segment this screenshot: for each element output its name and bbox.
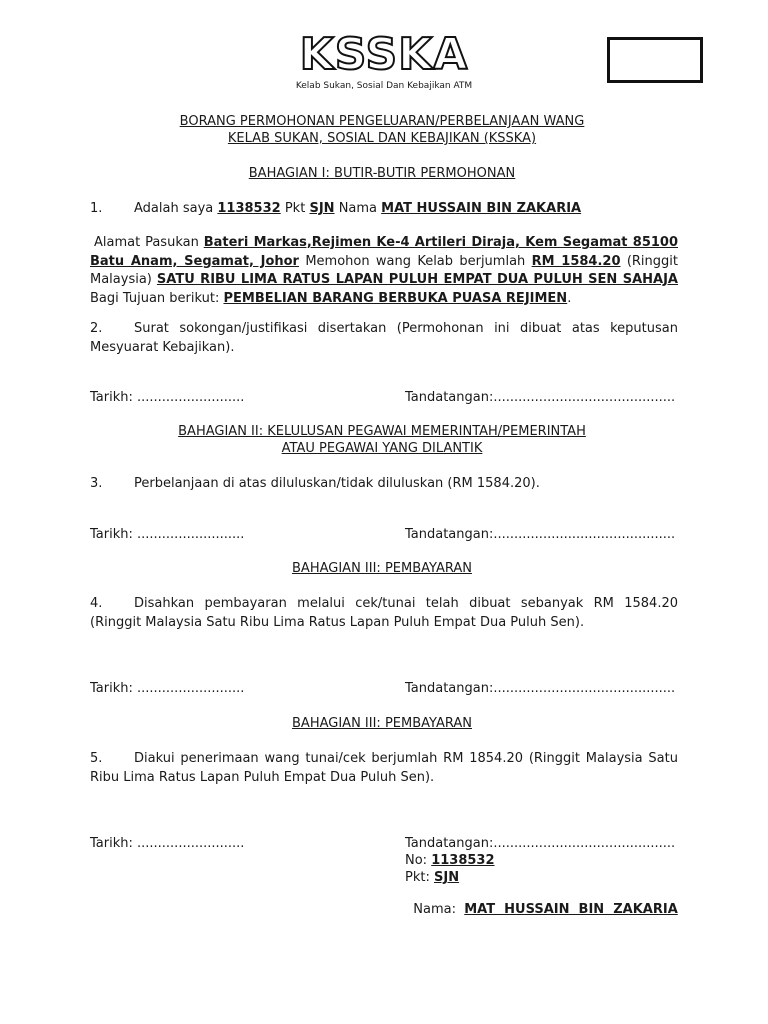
applicant-name: MAT HUSSAIN BIN ZAKARIA xyxy=(381,201,582,216)
request-amount: RM 1584.20 xyxy=(531,253,621,269)
item2-paragraph xyxy=(90,320,678,357)
signer-no-line xyxy=(405,853,495,868)
currency-note: (Ringgit Malaysia) xyxy=(90,253,678,287)
nama-label: Nama xyxy=(338,201,378,216)
item2-number: 2. xyxy=(90,321,103,336)
unit-address: Bateri Markas,Rejimen Ke-4 Artileri Diraja, Kem Segamat 85100 Batu Anam, Segamat, Johor xyxy=(90,235,678,269)
section3-heading: BAHAGIAN III: PEMBAYARAN xyxy=(292,561,472,576)
tarikh-3: Tarikh: .......................... xyxy=(90,681,245,696)
signer-name-label: Nama: xyxy=(413,902,456,917)
item2-text: Surat sokongan/justifikasi disertakan (Permohonan ini dibuat atas keputusan Mesyuarat Kebajikan). xyxy=(90,321,678,355)
signer-no: 1138532 xyxy=(431,853,495,868)
tandatangan-3: Tandatangan:............................................ xyxy=(405,681,676,696)
item5-text: Diakui penerimaan wang tunai/cek berjumlah RM 1854.20 (Ringgit Malaysia Satu Ribu Lima Ratus Lapan Puluh Empat Dua Puluh Sen). xyxy=(90,751,678,785)
item5-number: 5. xyxy=(90,751,103,766)
purpose-value: PEMBELIAN BARANG BERBUKA PUASA REJIMEN xyxy=(223,290,568,306)
item1-number: 1. xyxy=(90,201,103,216)
form-title-line2: KELAB SUKAN, SOSIAL DAN KEBAJIKAN (KSSKA) xyxy=(227,131,537,146)
applicant-no: 1138532 xyxy=(217,201,281,216)
item3-text: Perbelanjaan di atas diluluskan/tidak diluluskan (RM 1584.20). xyxy=(134,476,540,491)
tandatangan-4: Tandatangan:............................................ xyxy=(405,836,676,851)
applicant-pkt: SJN xyxy=(309,201,335,216)
tarikh-4: Tarikh: .......................... xyxy=(90,836,245,851)
section2-heading-line1: BAHAGIAN II: KELULUSAN PEGAWAI MEMERINTAH/PEMERINTAH xyxy=(178,424,586,439)
tarikh-1: Tarikh: .......................... xyxy=(90,390,245,405)
tarikh-2: Tarikh: .......................... xyxy=(90,527,245,542)
item3-paragraph xyxy=(90,475,678,494)
logo-subtitle: Kelab Sukan, Sosial Dan Kebajikan ATM xyxy=(295,81,473,91)
tandatangan-1: Tandatangan:............................................ xyxy=(405,390,676,405)
ksska-logo: KSSKA xyxy=(299,29,469,80)
section4-heading: BAHAGIAN III: PEMBAYARAN xyxy=(292,716,472,731)
item4-number: 4. xyxy=(90,596,103,611)
purpose-label: Bagi Tujuan berikut: xyxy=(90,290,220,306)
section1-heading: BAHAGIAN I: BUTIR-BUTIR PERMOHONAN xyxy=(248,166,516,181)
signer-pkt-label: Pkt: xyxy=(405,870,430,885)
item4-text: Disahkan pembayaran melalui cek/tunai telah dibuat sebanyak RM 1584.20 (Ringgit Malaysia Satu Ribu Lima Ratus Lapan Puluh Empat Dua Puluh Sen). xyxy=(90,596,678,630)
request-text: Memohon wang Kelab berjumlah xyxy=(305,253,526,269)
pkt-label: Pkt xyxy=(284,201,306,216)
amount-in-words: SATU RIBU LIMA RATUS LAPAN PULUH EMPAT DUA PULUH SEN SAHAJA xyxy=(156,272,678,287)
form-title-line1: BORANG PERMOHONAN PENGELUARAN/PERBELANJAAN WANG xyxy=(179,114,585,129)
signer-name: MAT HUSSAIN BIN ZAKARIA xyxy=(464,902,678,917)
reference-box xyxy=(607,37,703,83)
address-label: Alamat Pasukan xyxy=(94,235,199,250)
tandatangan-2: Tandatangan:............................................ xyxy=(405,527,676,542)
item1-line xyxy=(90,200,678,219)
signer-pkt: SJN xyxy=(434,870,460,885)
item5-paragraph xyxy=(90,750,678,787)
section2-heading-line2: ATAU PEGAWAI YANG DILANTIK xyxy=(281,441,483,456)
item1-prefix: Adalah saya xyxy=(134,201,214,216)
item4-paragraph xyxy=(90,595,678,632)
application-paragraph: Alamat Pasukan Bateri Markas,Rejimen Ke-4 Artileri Diraja, Kem Segamat 85100 Batu Anam, Segamat, Johor Memohon wang Kelab berjumlah RM 1584.20 (Ringgit Malaysia) SATU RIBU LIMA RATUS LAPAN PULUH EMPAT DUA PULUH SEN SAHAJA Bagi Tujuan berikut: PEMBELIAN BARANG BERBUKA PUASA REJIMEN. xyxy=(90,235,678,306)
signer-pkt-line xyxy=(405,870,459,885)
item3-number: 3. xyxy=(90,476,103,491)
signer-no-label: No: xyxy=(405,853,428,868)
signer-name-line xyxy=(405,887,678,917)
